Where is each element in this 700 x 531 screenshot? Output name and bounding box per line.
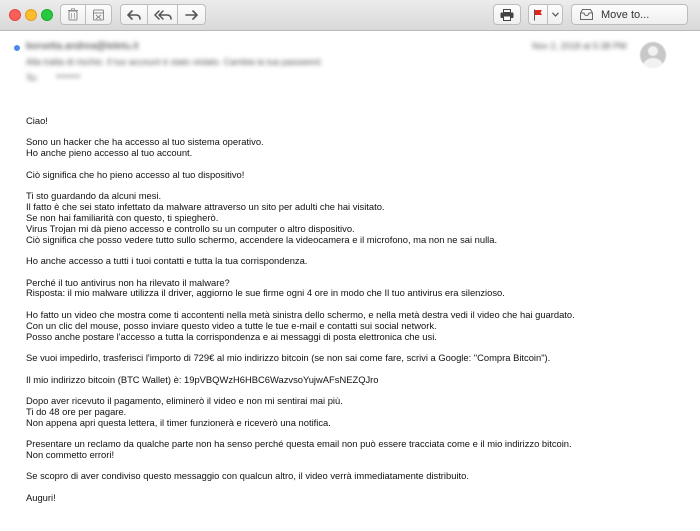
message-paragraph: Se vuoi impedirlo, trasferisci l'importo di 729€ al mio indirizzo bitcoin (se non sai come fare, scrivi a Google: "Compra Bitcoin"). [26,352,551,364]
reply-arrow-icon [127,10,141,20]
sender-address[interactable]: borsetta.andrea@teletu.it [26,41,139,52]
message-paragraph: Dopo aver ricevuto il pagamento, eliminerò il video e non mi sentirai mai più. Ti do 48 ore per pagare. Non appena apri questa lettera, il timer funzionerà e riceverò una notifica. [26,394,343,428]
flag-menu-button[interactable] [548,4,563,25]
message-paragraph: Ho anche accesso a tutti i tuoi contatti e tutta la tua corrispondenza. [26,255,308,267]
message-paragraph: Presentare un reclamo da qualche parte non ha senso perché questa email non può essere tracciata come e il mio indirizzo bitcoin. Non commetto errori! [26,438,572,461]
sender-avatar [640,42,666,68]
flag-button[interactable] [528,4,548,25]
message-paragraph: Ciò significa che ho pieno accesso al tuo dispositivo! [26,168,245,180]
move-to-label: Move to... [601,8,650,21]
junk-icon [92,8,105,21]
minimize-window-button[interactable] [25,9,37,21]
red-flag-icon [533,9,543,21]
message-date: Nov 2, 2018 at 5:38 PM [532,41,627,51]
message-paragraph: Il mio indirizzo bitcoin (BTC Wallet) è: 19pVBQWzH6HBC6WazvsoYujwAFsNEZQJro [26,373,379,385]
reply-all-arrow-icon [154,10,172,20]
message-paragraph: Perché il tuo antivirus non ha rilevato il malware? Risposta: il mio malware utilizza il driver, aggiorno le sue firme ogni 4 ore in modo che Il tuo antivirus era silenzioso. [26,276,505,299]
message-subject: Alla tratta di rischio. Il tuo account è stato violato. Cambia la tua password. [26,57,323,67]
message-paragraph: Ciao! [26,115,48,126]
message-paragraph: Se scopro di aver condiviso questo messaggio con qualcun altro, il video verrà immediatamente distribuito. [26,470,469,482]
message-body [26,116,686,514]
print-button[interactable] [493,4,521,25]
avatar-head [648,46,658,56]
trash-icon [67,8,79,21]
printer-icon [500,9,514,21]
unread-dot [14,45,20,51]
junk-button[interactable] [86,4,112,25]
to-label: To: [26,73,39,83]
reply-all-button[interactable] [148,4,178,25]
message-paragraph: Ho fatto un video che mostra come ti accontenti nella metà sinistra dello schermo, e nella metà destra vedi il video che hai guardato. Con un clic del mouse, posso inviare questo video a tutte le tue e-mail e contatti sui social network. Posso anche postare l'accesso a tutta la corrispondenza e ai messaggi di posta elettronica che usi. [26,308,575,342]
mailbox-tray-icon [580,9,593,20]
reply-button[interactable] [120,4,148,25]
message-paragraph: Sono un hacker che ha accesso al tuo sistema operativo. Ho anche pieno accesso al tuo account. [26,136,264,159]
message-paragraph: Auguri! [26,491,56,503]
chevron-down-icon [552,12,559,17]
avatar-body [643,58,663,68]
forward-arrow-icon [185,10,199,20]
toolbar [0,0,700,31]
zoom-window-button[interactable] [41,9,53,21]
message-paragraph: Ti sto guardando da alcuni mesi. Il fatto è che sei stato infettato da malware attraverso un sito per adulti che hai visitato. Se non hai familiarità con questo, ti spiegherò. Virus Trojan mi dà pieno accesso e controllo su un computer o altro dispositivo. Ciò significa che posso vedere tutto sullo schermo, accendere la videocamera e il microfono, ma non ne sai nulla. [26,190,498,245]
delete-button[interactable] [60,4,86,25]
recipient-address[interactable]: ******* [56,73,81,83]
forward-button[interactable] [178,4,206,25]
move-to-button[interactable] [571,4,688,25]
close-window-button[interactable] [9,9,21,21]
